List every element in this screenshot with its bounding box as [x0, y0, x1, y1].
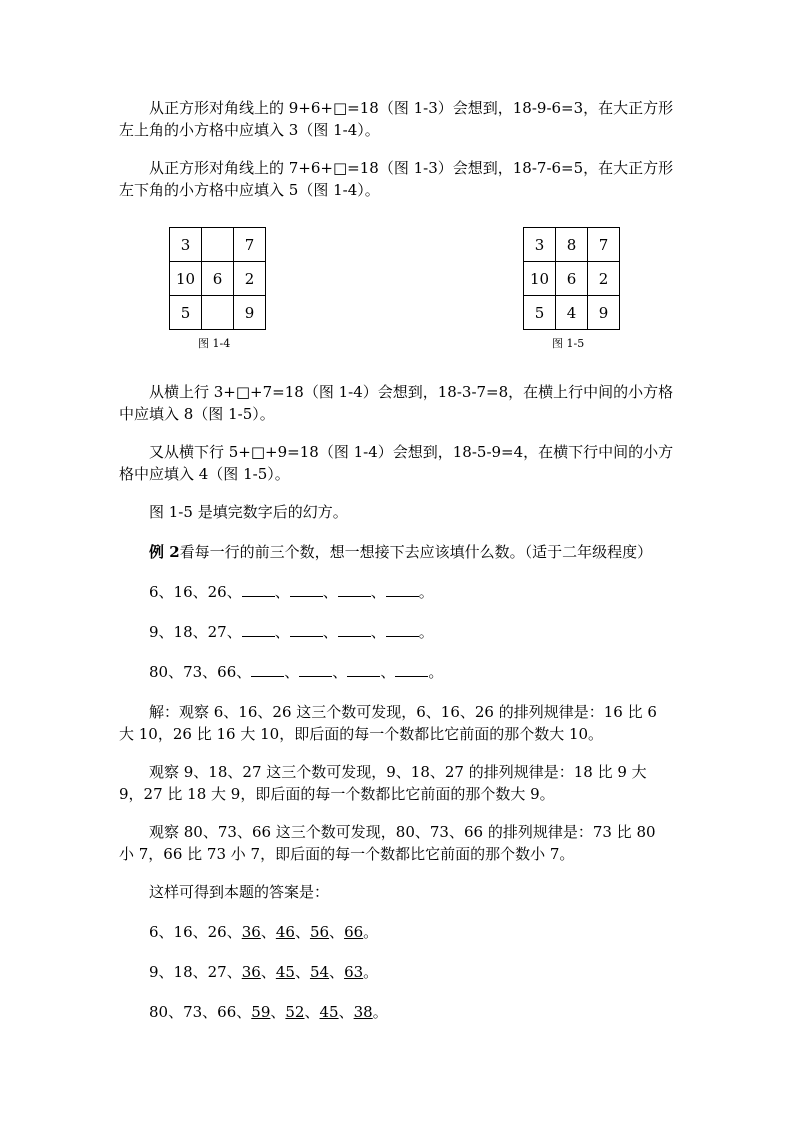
grid-cell — [202, 296, 234, 330]
grid-cell: 3 — [524, 228, 556, 262]
answer-blank[interactable] — [386, 622, 419, 637]
separator: 、 — [332, 663, 348, 681]
paragraph-top-row: 从横上行 3+□+7=18（图 1-4）会想到，18-3-7=8，在横上行中间的小方格中应填入 8（图 1-5）。 — [119, 383, 674, 423]
answer-value: 59 — [251, 1003, 271, 1021]
separator: 、 — [226, 623, 242, 641]
answer-blank[interactable] — [290, 582, 323, 597]
grid-cell: 2 — [234, 262, 266, 296]
magic-square-fig-1-4 — [169, 227, 266, 330]
solution-paragraph-1: 解：观察 6、16、26 这三个数可发现，6、16、26 的排列规律是：16 比 6 大 10，26 比 16 大 10，即后面的每一个数都比它前面的那个数大 10。 — [119, 703, 657, 743]
answer-blank[interactable] — [338, 622, 371, 637]
question-line — [149, 661, 443, 683]
grid-cell: 7 — [234, 228, 266, 262]
separator: 、 — [370, 583, 386, 601]
terminator: 。 — [363, 963, 379, 981]
answer-value: 63 — [344, 963, 364, 981]
grid-cell: 10 — [170, 262, 202, 296]
separator: 、 — [270, 1003, 286, 1021]
magic-square-fig-1-5 — [523, 227, 620, 330]
answer-given: 80、73、66 — [149, 1003, 237, 1021]
grid-cell: 10 — [524, 262, 556, 296]
grid-cell — [202, 228, 234, 262]
separator: 、 — [226, 583, 242, 601]
question-given: 9、18、27 — [149, 623, 227, 641]
grid-cell: 2 — [588, 262, 620, 296]
solution-paragraph-3: 观察 80、73、66 这三个数可发现，80、73、66 的排列规律是：73 比 80 小 7，66 比 73 小 7，即后面的每一个数都比它前面的那个数小 7。 — [119, 823, 656, 863]
separator: 、 — [260, 923, 276, 941]
example-2-prompt — [149, 541, 652, 563]
answer-value: 45 — [275, 963, 295, 981]
separator: 、 — [236, 663, 252, 681]
conclusion-line: 这样可得到本题的答案是： — [149, 883, 330, 901]
grid-cell: 9 — [588, 296, 620, 330]
separator: 、 — [274, 583, 290, 601]
solution-paragraph-2: 观察 9、18、27 这三个数可发现，9、18、27 的排列规律是：18 比 9 大 9，27 比 18 大 9，即后面的每一个数都比它前面的那个数大 9。 — [119, 763, 647, 803]
terminator: 。 — [418, 583, 434, 601]
answer-blank[interactable] — [338, 582, 371, 597]
example-label: 例 2 — [149, 543, 180, 561]
question-line — [149, 581, 434, 603]
answer-value: 46 — [275, 923, 295, 941]
separator: 、 — [284, 663, 300, 681]
separator: 、 — [260, 963, 276, 981]
terminator: 。 — [363, 923, 379, 941]
separator: 、 — [274, 623, 290, 641]
separator: 、 — [322, 623, 338, 641]
grid-cell: 4 — [556, 296, 588, 330]
answer-line — [149, 921, 378, 943]
example-text: 看每一行的前三个数，想一想接下去应该填什么数。（适于二年级程度） — [179, 543, 653, 561]
answer-value: 66 — [344, 923, 364, 941]
paragraph-diagonal-1: 从正方形对角线上的 9+6+□=18（图 1-3）会想到，18-9-6=3，在大正方形左上角的小方格中应填入 3（图 1-4）。 — [119, 99, 674, 139]
separator: 、 — [370, 623, 386, 641]
answer-value: 36 — [241, 963, 261, 981]
grid-cell: 9 — [234, 296, 266, 330]
answer-value: 45 — [319, 1003, 339, 1021]
answer-blank[interactable] — [299, 662, 332, 677]
answer-value: 54 — [309, 963, 330, 981]
figure-caption-1-5: 图 1-5 — [552, 337, 585, 350]
answer-blank[interactable] — [395, 662, 428, 677]
answer-blank[interactable] — [242, 622, 275, 637]
separator: 、 — [338, 1003, 354, 1021]
separator: 、 — [380, 663, 396, 681]
grid-cell: 6 — [202, 262, 234, 296]
answer-value: 52 — [285, 1003, 305, 1021]
answer-blank[interactable] — [242, 582, 275, 597]
terminator: 。 — [428, 663, 444, 681]
separator: 、 — [226, 923, 242, 941]
grid-cell: 5 — [170, 296, 202, 330]
grid-cell: 5 — [524, 296, 556, 330]
grid-cell: 3 — [170, 228, 202, 262]
separator: 、 — [304, 1003, 320, 1021]
separator: 、 — [294, 923, 310, 941]
separator: 、 — [329, 963, 345, 981]
question-given: 80、73、66 — [149, 663, 237, 681]
grid-cell: 8 — [556, 228, 588, 262]
answer-blank[interactable] — [386, 582, 419, 597]
answer-blank[interactable] — [251, 662, 284, 677]
grid-cell: 6 — [556, 262, 588, 296]
separator: 、 — [322, 583, 338, 601]
answer-blank[interactable] — [290, 622, 323, 637]
separator: 、 — [329, 923, 345, 941]
question-given: 6、16、26 — [149, 583, 227, 601]
separator: 、 — [226, 963, 242, 981]
grid-cell: 7 — [588, 228, 620, 262]
figure-caption-1-4: 图 1-4 — [198, 337, 231, 350]
paragraph-bottom-row: 又从横下行 5+□+9=18（图 1-4）会想到，18-5-9=4，在横下行中间的小方格中应填入 4（图 1-5）。 — [119, 443, 674, 483]
question-line — [149, 621, 434, 643]
terminator: 。 — [372, 1003, 388, 1021]
answer-blank[interactable] — [347, 662, 380, 677]
terminator: 。 — [418, 623, 434, 641]
separator: 、 — [236, 1003, 252, 1021]
answer-given: 9、18、27 — [149, 963, 227, 981]
paragraph-completed-square: 图 1-5 是填完数字后的幻方。 — [149, 503, 348, 521]
answer-value: 36 — [241, 923, 261, 941]
answer-value: 38 — [353, 1003, 373, 1021]
answer-given: 6、16、26 — [149, 923, 227, 941]
paragraph-diagonal-2: 从正方形对角线上的 7+6+□=18（图 1-3）会想到，18-7-6=5，在大正方形左下角的小方格中应填入 5（图 1-4）。 — [119, 159, 674, 199]
answer-value: 56 — [309, 923, 330, 941]
answer-line — [149, 1001, 388, 1023]
separator: 、 — [294, 963, 310, 981]
answer-line — [149, 961, 378, 983]
